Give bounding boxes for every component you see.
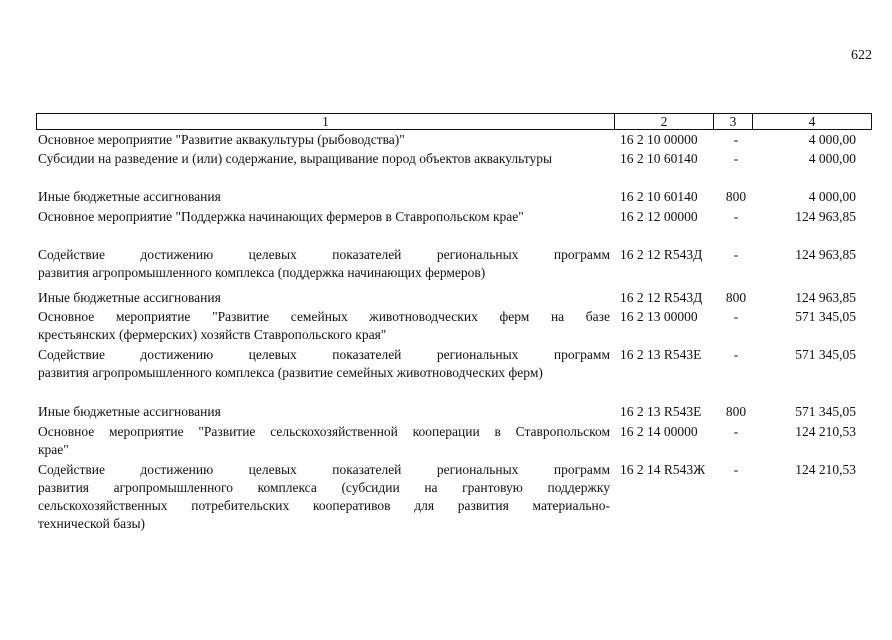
table-header: [36, 113, 872, 130]
row-name: Иные бюджетные ассигнования: [38, 189, 221, 204]
row-type: -: [733, 209, 739, 224]
row-code: 16 2 12 R543Д: [620, 290, 703, 305]
row-amount: 4 000,00: [808, 189, 856, 204]
row-name-line: развития агропромышленного комплекса (поддержка начинающих фермеров): [38, 265, 486, 280]
row-code: 16 2 13 R543Е: [620, 347, 702, 362]
row-name-line: технической базы): [38, 516, 146, 531]
row-type: -: [733, 309, 739, 324]
row-code: 16 2 13 R543Е: [620, 404, 702, 419]
row-name: Субсидии на разведение и (или) содержание, выращивание пород объектов аквакультуры: [38, 151, 553, 166]
row-name: [38, 423, 610, 459]
row-type: -: [733, 247, 739, 262]
page-number: 622: [851, 48, 872, 63]
row-amount: 124 210,53: [795, 424, 856, 439]
row-name: Основное мероприятие "Развитие аквакультуры (рыбоводства)": [38, 132, 405, 147]
row-name: [38, 308, 610, 344]
row-code: 16 2 13 00000: [620, 309, 698, 324]
row-name-line: сельскохозяйственных потребительских кооперативов для развития материально-: [38, 498, 610, 513]
row-name: [38, 346, 610, 382]
row-amount: 4 000,00: [808, 132, 856, 147]
row-type: 800: [725, 404, 747, 419]
header-col-1: 1: [36, 113, 615, 130]
row-type: -: [733, 151, 739, 166]
row-type: -: [733, 462, 739, 477]
row-name-line: крае": [38, 442, 69, 457]
row-name: [38, 461, 610, 533]
row-name: [38, 246, 610, 282]
row-code: 16 2 14 R543Ж: [620, 462, 706, 477]
row-type: 800: [725, 189, 747, 204]
row-amount: 124 963,85: [795, 290, 856, 305]
row-amount: 124 963,85: [795, 247, 856, 262]
row-name-line: развития агропромышленного комплекса (развитие семейных животноводческих ферм): [38, 365, 543, 380]
row-name-line: Основное мероприятие "Развитие сельскохозяйственной кооперации в Ставропольском: [38, 424, 610, 439]
row-name-line: Содействие достижению целевых показателей региональных программ: [38, 347, 610, 362]
row-amount: 571 345,05: [795, 404, 856, 419]
row-amount: 124 210,53: [795, 462, 856, 477]
row-type: 800: [725, 290, 747, 305]
row-name-line: развития агропромышленного комплекса (субсидии на грантовую поддержку: [38, 480, 610, 495]
header-col-4: 4: [752, 113, 872, 130]
row-type: -: [733, 132, 739, 147]
row-amount: 571 345,05: [795, 347, 856, 362]
row-code: 16 2 14 00000: [620, 424, 698, 439]
header-col-2: 2: [614, 113, 714, 130]
row-code: 16 2 12 00000: [620, 209, 698, 224]
row-name-line: Основное мероприятие "Развитие семейных животноводческих ферм на базе: [38, 309, 610, 324]
row-type: -: [733, 424, 739, 439]
row-type: -: [733, 347, 739, 362]
row-amount: 4 000,00: [808, 151, 856, 166]
row-name-line: Содействие достижению целевых показателей региональных программ: [38, 247, 610, 262]
row-amount: 124 963,85: [795, 209, 856, 224]
row-code: 16 2 10 60140: [620, 189, 698, 204]
row-name-line: крестьянских (фермерских) хозяйств Ставропольского края": [38, 327, 387, 342]
row-name: Иные бюджетные ассигнования: [38, 404, 221, 419]
row-name: Иные бюджетные ассигнования: [38, 290, 221, 305]
row-code: 16 2 12 R543Д: [620, 247, 703, 262]
row-code: 16 2 10 00000: [620, 132, 698, 147]
header-col-3: 3: [713, 113, 753, 130]
row-code: 16 2 10 60140: [620, 151, 698, 166]
row-name: Основное мероприятие "Поддержка начинающих фермеров в Ставропольском крае": [38, 209, 524, 224]
row-name-line: Содействие достижению целевых показателей региональных программ: [38, 462, 610, 477]
row-amount: 571 345,05: [795, 309, 856, 324]
